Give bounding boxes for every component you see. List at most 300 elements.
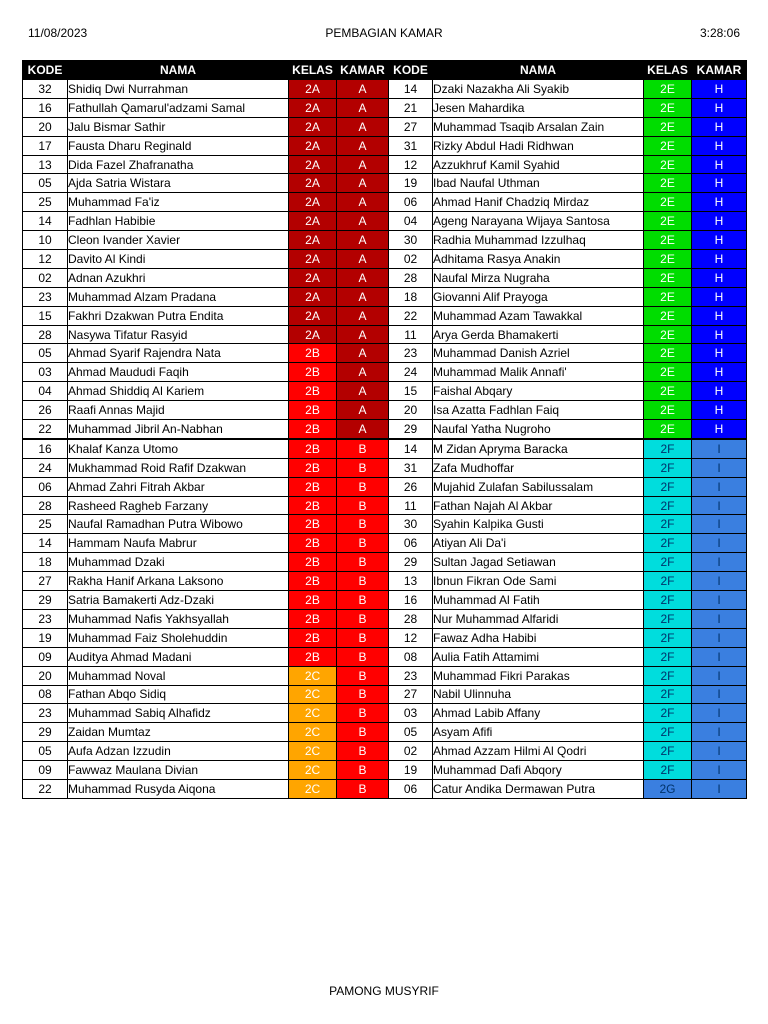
left-kelas-cell: 2B: [289, 401, 337, 420]
left-kelas-cell: 2C: [289, 779, 337, 798]
table-row: [23, 363, 747, 382]
left-kamar-cell: A: [337, 117, 389, 136]
right-nama-cell: Syahin Kalpika Gusti: [433, 515, 644, 534]
left-kelas-cell: 2B: [289, 496, 337, 515]
right-nama-cell: Isa Azatta Fadhlan Faiq: [433, 401, 644, 420]
left-kelas-cell: 2A: [289, 287, 337, 306]
left-kode-cell: 05: [23, 174, 68, 193]
left-kode-cell: 20: [23, 117, 68, 136]
left-nama-cell: Muhammad Faiz Sholehuddin: [68, 628, 289, 647]
right-kamar-cell: H: [692, 231, 747, 250]
left-kamar-cell: A: [337, 98, 389, 117]
left-kamar-cell: B: [337, 742, 389, 761]
left-kelas-cell: 2A: [289, 117, 337, 136]
right-kelas-cell: 2E: [644, 174, 692, 193]
right-kelas-cell: 2F: [644, 553, 692, 572]
right-nama-cell: Faishal Abqary: [433, 382, 644, 401]
left-nama-cell: Adnan Azukhri: [68, 268, 289, 287]
left-nama-cell: Shidiq Dwi Nurrahman: [68, 80, 289, 99]
right-kamar-cell: H: [692, 363, 747, 382]
left-nama-cell: Dida Fazel Zhafranatha: [68, 155, 289, 174]
right-kamar-cell: I: [692, 647, 747, 666]
left-kode-cell: 06: [23, 477, 68, 496]
left-kode-cell: 25: [23, 515, 68, 534]
table-row: [23, 761, 747, 780]
table-row: [23, 250, 747, 269]
right-kode-cell: 06: [389, 779, 433, 798]
right-kelas-cell: 2E: [644, 136, 692, 155]
right-nama-cell: Nur Muhammad Alfaridi: [433, 609, 644, 628]
right-kode-cell: 14: [389, 439, 433, 458]
left-nama-cell: Muhammad Noval: [68, 666, 289, 685]
right-kamar-cell: I: [692, 723, 747, 742]
left-kamar-cell: B: [337, 628, 389, 647]
left-kamar-cell: A: [337, 231, 389, 250]
left-kamar-cell: B: [337, 723, 389, 742]
right-kode-cell: 28: [389, 609, 433, 628]
right-kelas-cell: 2F: [644, 666, 692, 685]
left-kamar-cell: A: [337, 174, 389, 193]
left-nama-cell: Fathullah Qamarul'adzami Samal: [68, 98, 289, 117]
right-nama-cell: Zafa Mudhoffar: [433, 458, 644, 477]
right-nama-cell: M Zidan Apryma Baracka: [433, 439, 644, 458]
right-kode-cell: 24: [389, 363, 433, 382]
right-kode-cell: 26: [389, 477, 433, 496]
table-row: [23, 496, 747, 515]
left-nama-cell: Cleon Ivander Xavier: [68, 231, 289, 250]
left-kelas-cell: 2A: [289, 155, 337, 174]
right-kode-cell: 02: [389, 742, 433, 761]
right-nama-cell: Atiyan Ali Da'i: [433, 534, 644, 553]
table-row: [23, 420, 747, 439]
table-row: [23, 647, 747, 666]
left-nama-cell: Fathan Abqo Sidiq: [68, 685, 289, 704]
left-kelas-cell: 2B: [289, 647, 337, 666]
left-kode-cell: 26: [23, 401, 68, 420]
left-kelas-cell: 2A: [289, 250, 337, 269]
left-kode-cell: 10: [23, 231, 68, 250]
left-kelas-cell: 2C: [289, 685, 337, 704]
left-kamar-cell: B: [337, 647, 389, 666]
right-kelas-cell: 2F: [644, 742, 692, 761]
left-kelas-cell: 2C: [289, 723, 337, 742]
table-row: [23, 591, 747, 610]
left-nama-cell: Fakhri Dzakwan Putra Endita: [68, 306, 289, 325]
left-nama-cell: Rasheed Ragheb Farzany: [68, 496, 289, 515]
left-kelas-cell: 2A: [289, 80, 337, 99]
table-row: [23, 382, 747, 401]
right-nama-cell: Sultan Jagad Setiawan: [433, 553, 644, 572]
left-kode-cell: 28: [23, 496, 68, 515]
left-nama-cell: Rakha Hanif Arkana Laksono: [68, 572, 289, 591]
right-kode-cell: 23: [389, 666, 433, 685]
left-kelas-cell: 2B: [289, 458, 337, 477]
left-kelas-cell: 2A: [289, 174, 337, 193]
left-nama-cell: Muhammad Nafis Yakhsyallah: [68, 609, 289, 628]
right-kamar-cell: I: [692, 534, 747, 553]
right-kamar-cell: H: [692, 344, 747, 363]
right-kelas-cell: 2F: [644, 591, 692, 610]
right-nama-cell: Rizky Abdul Hadi Ridhwan: [433, 136, 644, 155]
left-kamar-cell: B: [337, 553, 389, 572]
left-kelas-cell: 2B: [289, 420, 337, 439]
left-kode-cell: 22: [23, 420, 68, 439]
table-row: [23, 704, 747, 723]
right-kode-cell: 19: [389, 761, 433, 780]
left-kode-cell: 05: [23, 344, 68, 363]
right-kamar-cell: I: [692, 666, 747, 685]
left-kode-cell: 20: [23, 666, 68, 685]
right-kode-cell: 21: [389, 98, 433, 117]
left-nama-cell: Muhammad Alzam Pradana: [68, 287, 289, 306]
left-kode-cell: 16: [23, 98, 68, 117]
right-kamar-cell: H: [692, 420, 747, 439]
right-kelas-cell: 2F: [644, 609, 692, 628]
left-kamar-cell: A: [337, 212, 389, 231]
left-kelas-cell: 2B: [289, 572, 337, 591]
right-kelas-cell: 2E: [644, 287, 692, 306]
right-kode-cell: 29: [389, 553, 433, 572]
left-kamar-cell: B: [337, 666, 389, 685]
left-kode-cell: 12: [23, 250, 68, 269]
left-kode-cell: 09: [23, 761, 68, 780]
table-row: [23, 572, 747, 591]
left-nama-cell: Raafi Annas Majid: [68, 401, 289, 420]
right-nama-cell: Muhammad Tsaqib Arsalan Zain: [433, 117, 644, 136]
right-kamar-cell: I: [692, 458, 747, 477]
table-row: [23, 287, 747, 306]
table-row: [23, 136, 747, 155]
header-nama-left: NAMA: [68, 61, 289, 80]
left-kamar-cell: A: [337, 344, 389, 363]
left-kamar-cell: A: [337, 287, 389, 306]
left-kamar-cell: B: [337, 572, 389, 591]
header-kamar-right: KAMAR: [692, 61, 747, 80]
left-nama-cell: Khalaf Kanza Utomo: [68, 439, 289, 458]
right-kode-cell: 05: [389, 723, 433, 742]
table-row: [23, 268, 747, 287]
left-kelas-cell: 2B: [289, 534, 337, 553]
right-kelas-cell: 2F: [644, 439, 692, 458]
left-kamar-cell: A: [337, 363, 389, 382]
right-kamar-cell: I: [692, 685, 747, 704]
right-nama-cell: Muhammad Malik Annafi': [433, 363, 644, 382]
table-row: [23, 515, 747, 534]
left-kamar-cell: B: [337, 534, 389, 553]
right-nama-cell: Muhammad Al Fatih: [433, 591, 644, 610]
right-kode-cell: 02: [389, 250, 433, 269]
left-kode-cell: 13: [23, 155, 68, 174]
right-kode-cell: 11: [389, 496, 433, 515]
table-row: [23, 212, 747, 231]
right-kamar-cell: I: [692, 572, 747, 591]
right-kode-cell: 13: [389, 572, 433, 591]
left-kamar-cell: A: [337, 155, 389, 174]
right-kelas-cell: 2F: [644, 647, 692, 666]
table-row: [23, 534, 747, 553]
table-row: [23, 98, 747, 117]
left-kelas-cell: 2A: [289, 98, 337, 117]
right-kelas-cell: 2E: [644, 306, 692, 325]
left-kamar-cell: B: [337, 439, 389, 458]
right-nama-cell: Jesen Mahardika: [433, 98, 644, 117]
left-nama-cell: Muhammad Dzaki: [68, 553, 289, 572]
right-kamar-cell: I: [692, 515, 747, 534]
right-nama-cell: Naufal Mirza Nugraha: [433, 268, 644, 287]
right-nama-cell: Dzaki Nazakha Ali Syakib: [433, 80, 644, 99]
left-kelas-cell: 2A: [289, 212, 337, 231]
header-kamar-left: KAMAR: [337, 61, 389, 80]
left-kode-cell: 02: [23, 268, 68, 287]
left-kamar-cell: B: [337, 477, 389, 496]
left-nama-cell: Ahmad Shiddiq Al Kariem: [68, 382, 289, 401]
left-nama-cell: Ajda Satria Wistara: [68, 174, 289, 193]
left-nama-cell: Muhammad Sabiq Alhafidz: [68, 704, 289, 723]
left-kelas-cell: 2A: [289, 136, 337, 155]
left-kelas-cell: 2B: [289, 382, 337, 401]
right-kamar-cell: H: [692, 174, 747, 193]
right-nama-cell: Ageng Narayana Wijaya Santosa: [433, 212, 644, 231]
left-nama-cell: Naufal Ramadhan Putra Wibowo: [68, 515, 289, 534]
left-kode-cell: 15: [23, 306, 68, 325]
left-kelas-cell: 2A: [289, 268, 337, 287]
left-nama-cell: Muhammad Rusyda Aiqona: [68, 779, 289, 798]
right-nama-cell: Muhammad Dafi Abqory: [433, 761, 644, 780]
left-kode-cell: 29: [23, 723, 68, 742]
left-nama-cell: Hammam Naufa Mabrur: [68, 534, 289, 553]
left-nama-cell: Nasywa Tifatur Rasyid: [68, 325, 289, 344]
right-kelas-cell: 2F: [644, 723, 692, 742]
right-kelas-cell: 2E: [644, 325, 692, 344]
right-nama-cell: Adhitama Rasya Anakin: [433, 250, 644, 269]
left-kelas-cell: 2B: [289, 628, 337, 647]
right-kamar-cell: I: [692, 761, 747, 780]
left-kelas-cell: 2B: [289, 553, 337, 572]
right-kode-cell: 18: [389, 287, 433, 306]
right-kelas-cell: 2F: [644, 496, 692, 515]
right-kelas-cell: 2E: [644, 98, 692, 117]
right-kamar-cell: I: [692, 628, 747, 647]
left-kamar-cell: B: [337, 515, 389, 534]
right-kode-cell: 23: [389, 344, 433, 363]
table-row: [23, 458, 747, 477]
left-kelas-cell: 2B: [289, 515, 337, 534]
table-row: [23, 666, 747, 685]
right-kode-cell: 04: [389, 212, 433, 231]
right-kamar-cell: H: [692, 250, 747, 269]
right-kamar-cell: I: [692, 477, 747, 496]
right-kamar-cell: I: [692, 779, 747, 798]
right-kelas-cell: 2E: [644, 231, 692, 250]
right-nama-cell: Naufal Yatha Nugroho: [433, 420, 644, 439]
table-row: [23, 609, 747, 628]
right-nama-cell: Radhia Muhammad Izzulhaq: [433, 231, 644, 250]
left-nama-cell: Fawwaz Maulana Divian: [68, 761, 289, 780]
table-row: [23, 439, 747, 458]
left-nama-cell: Ahmad Maududi Faqih: [68, 363, 289, 382]
header-nama-right: NAMA: [433, 61, 644, 80]
left-kamar-cell: A: [337, 136, 389, 155]
right-nama-cell: Arya Gerda Bhamakerti: [433, 325, 644, 344]
left-kelas-cell: 2A: [289, 193, 337, 212]
right-nama-cell: Fawaz Adha Habibi: [433, 628, 644, 647]
left-nama-cell: Davito Al Kindi: [68, 250, 289, 269]
right-kamar-cell: I: [692, 591, 747, 610]
right-kelas-cell: 2F: [644, 515, 692, 534]
left-kamar-cell: A: [337, 401, 389, 420]
right-kelas-cell: 2E: [644, 420, 692, 439]
right-kelas-cell: 2F: [644, 534, 692, 553]
right-kode-cell: 06: [389, 534, 433, 553]
right-kode-cell: 30: [389, 231, 433, 250]
left-kode-cell: 24: [23, 458, 68, 477]
left-kode-cell: 29: [23, 591, 68, 610]
right-kamar-cell: H: [692, 325, 747, 344]
right-kelas-cell: 2E: [644, 344, 692, 363]
right-kelas-cell: 2E: [644, 363, 692, 382]
right-kode-cell: 22: [389, 306, 433, 325]
left-kode-cell: 09: [23, 647, 68, 666]
left-nama-cell: Muhammad Fa'iz: [68, 193, 289, 212]
right-kelas-cell: 2E: [644, 80, 692, 99]
left-kamar-cell: A: [337, 420, 389, 439]
table-row: [23, 306, 747, 325]
right-kelas-cell: 2E: [644, 382, 692, 401]
left-kode-cell: 17: [23, 136, 68, 155]
right-kamar-cell: H: [692, 80, 747, 99]
left-kamar-cell: B: [337, 779, 389, 798]
left-kamar-cell: B: [337, 591, 389, 610]
right-nama-cell: Ibnun Fikran Ode Sami: [433, 572, 644, 591]
right-kode-cell: 31: [389, 458, 433, 477]
table-row: [23, 174, 747, 193]
left-kelas-cell: 2C: [289, 704, 337, 723]
table-row: [23, 685, 747, 704]
right-kamar-cell: I: [692, 439, 747, 458]
left-kelas-cell: 2B: [289, 477, 337, 496]
header-kelas-right: KELAS: [644, 61, 692, 80]
right-kamar-cell: H: [692, 155, 747, 174]
left-kamar-cell: A: [337, 80, 389, 99]
table-row: [23, 325, 747, 344]
left-nama-cell: Mukhammad Roid Rafif Dzakwan: [68, 458, 289, 477]
print-time: 3:28:06: [699, 26, 740, 40]
right-kode-cell: 12: [389, 155, 433, 174]
right-nama-cell: Aulia Fatih Attamimi: [433, 647, 644, 666]
right-nama-cell: Fathan Najah Al Akbar: [433, 496, 644, 515]
right-kelas-cell: 2E: [644, 155, 692, 174]
right-kode-cell: 03: [389, 704, 433, 723]
left-kelas-cell: 2B: [289, 344, 337, 363]
right-kode-cell: 19: [389, 174, 433, 193]
right-kamar-cell: H: [692, 401, 747, 420]
left-kode-cell: 27: [23, 572, 68, 591]
left-kelas-cell: 2C: [289, 666, 337, 685]
right-kode-cell: 16: [389, 591, 433, 610]
left-nama-cell: Auditya Ahmad Madani: [68, 647, 289, 666]
right-nama-cell: Muhammad Azam Tawakkal: [433, 306, 644, 325]
right-kelas-cell: 2F: [644, 458, 692, 477]
left-kode-cell: 14: [23, 212, 68, 231]
right-kode-cell: 28: [389, 268, 433, 287]
right-nama-cell: Azzukhruf Kamil Syahid: [433, 155, 644, 174]
left-kamar-cell: B: [337, 761, 389, 780]
right-kelas-cell: 2F: [644, 685, 692, 704]
right-kelas-cell: 2F: [644, 572, 692, 591]
left-nama-cell: Fausta Dharu Reginald: [68, 136, 289, 155]
right-kamar-cell: H: [692, 193, 747, 212]
right-nama-cell: Muhammad Fikri Parakas: [433, 666, 644, 685]
footer-signature-label: PAMONG MUSYRIF: [329, 984, 439, 998]
right-nama-cell: Ahmad Labib Affany: [433, 704, 644, 723]
table-row: [23, 117, 747, 136]
right-kode-cell: 27: [389, 117, 433, 136]
right-kamar-cell: I: [692, 496, 747, 515]
right-kelas-cell: 2F: [644, 761, 692, 780]
left-kamar-cell: A: [337, 193, 389, 212]
right-kamar-cell: I: [692, 742, 747, 761]
left-kode-cell: 23: [23, 287, 68, 306]
right-nama-cell: Asyam Afifi: [433, 723, 644, 742]
right-kamar-cell: I: [692, 704, 747, 723]
left-kelas-cell: 2A: [289, 231, 337, 250]
left-kode-cell: 23: [23, 609, 68, 628]
left-kelas-cell: 2B: [289, 591, 337, 610]
left-nama-cell: Muhammad Jibril An-Nabhan: [68, 420, 289, 439]
right-kode-cell: 12: [389, 628, 433, 647]
left-kode-cell: 04: [23, 382, 68, 401]
right-kode-cell: 27: [389, 685, 433, 704]
table-row: [23, 723, 747, 742]
right-kode-cell: 20: [389, 401, 433, 420]
table-row: [23, 477, 747, 496]
right-kode-cell: 11: [389, 325, 433, 344]
left-kelas-cell: 2B: [289, 609, 337, 628]
right-kamar-cell: H: [692, 382, 747, 401]
table-row: [23, 193, 747, 212]
left-nama-cell: Ahmad Syarif Rajendra Nata: [68, 344, 289, 363]
table-row: [23, 80, 747, 99]
left-kamar-cell: A: [337, 306, 389, 325]
right-nama-cell: Nabil Ulinnuha: [433, 685, 644, 704]
right-kode-cell: 08: [389, 647, 433, 666]
left-kode-cell: 05: [23, 742, 68, 761]
left-kode-cell: 32: [23, 80, 68, 99]
print-date: 11/08/2023: [28, 26, 88, 40]
left-nama-cell: Ahmad Zahri Fitrah Akbar: [68, 477, 289, 496]
page-title: PEMBAGIAN KAMAR: [325, 26, 443, 40]
table-row: [23, 401, 747, 420]
header-kelas-left: KELAS: [289, 61, 337, 80]
right-kelas-cell: 2E: [644, 250, 692, 269]
left-kamar-cell: B: [337, 704, 389, 723]
right-kode-cell: 14: [389, 80, 433, 99]
right-kode-cell: 29: [389, 420, 433, 439]
left-kamar-cell: A: [337, 325, 389, 344]
left-nama-cell: Aufa Adzan Izzudin: [68, 742, 289, 761]
left-kode-cell: 28: [23, 325, 68, 344]
right-kamar-cell: I: [692, 609, 747, 628]
left-nama-cell: Fadhlan Habibie: [68, 212, 289, 231]
header-kode-right: KODE: [389, 61, 433, 80]
left-kode-cell: 25: [23, 193, 68, 212]
table-header-row: [23, 61, 747, 80]
left-nama-cell: Satria Bamakerti Adz-Dzaki: [68, 591, 289, 610]
left-kelas-cell: 2B: [289, 363, 337, 382]
left-kode-cell: 08: [23, 685, 68, 704]
right-kode-cell: 31: [389, 136, 433, 155]
table-row: [23, 742, 747, 761]
